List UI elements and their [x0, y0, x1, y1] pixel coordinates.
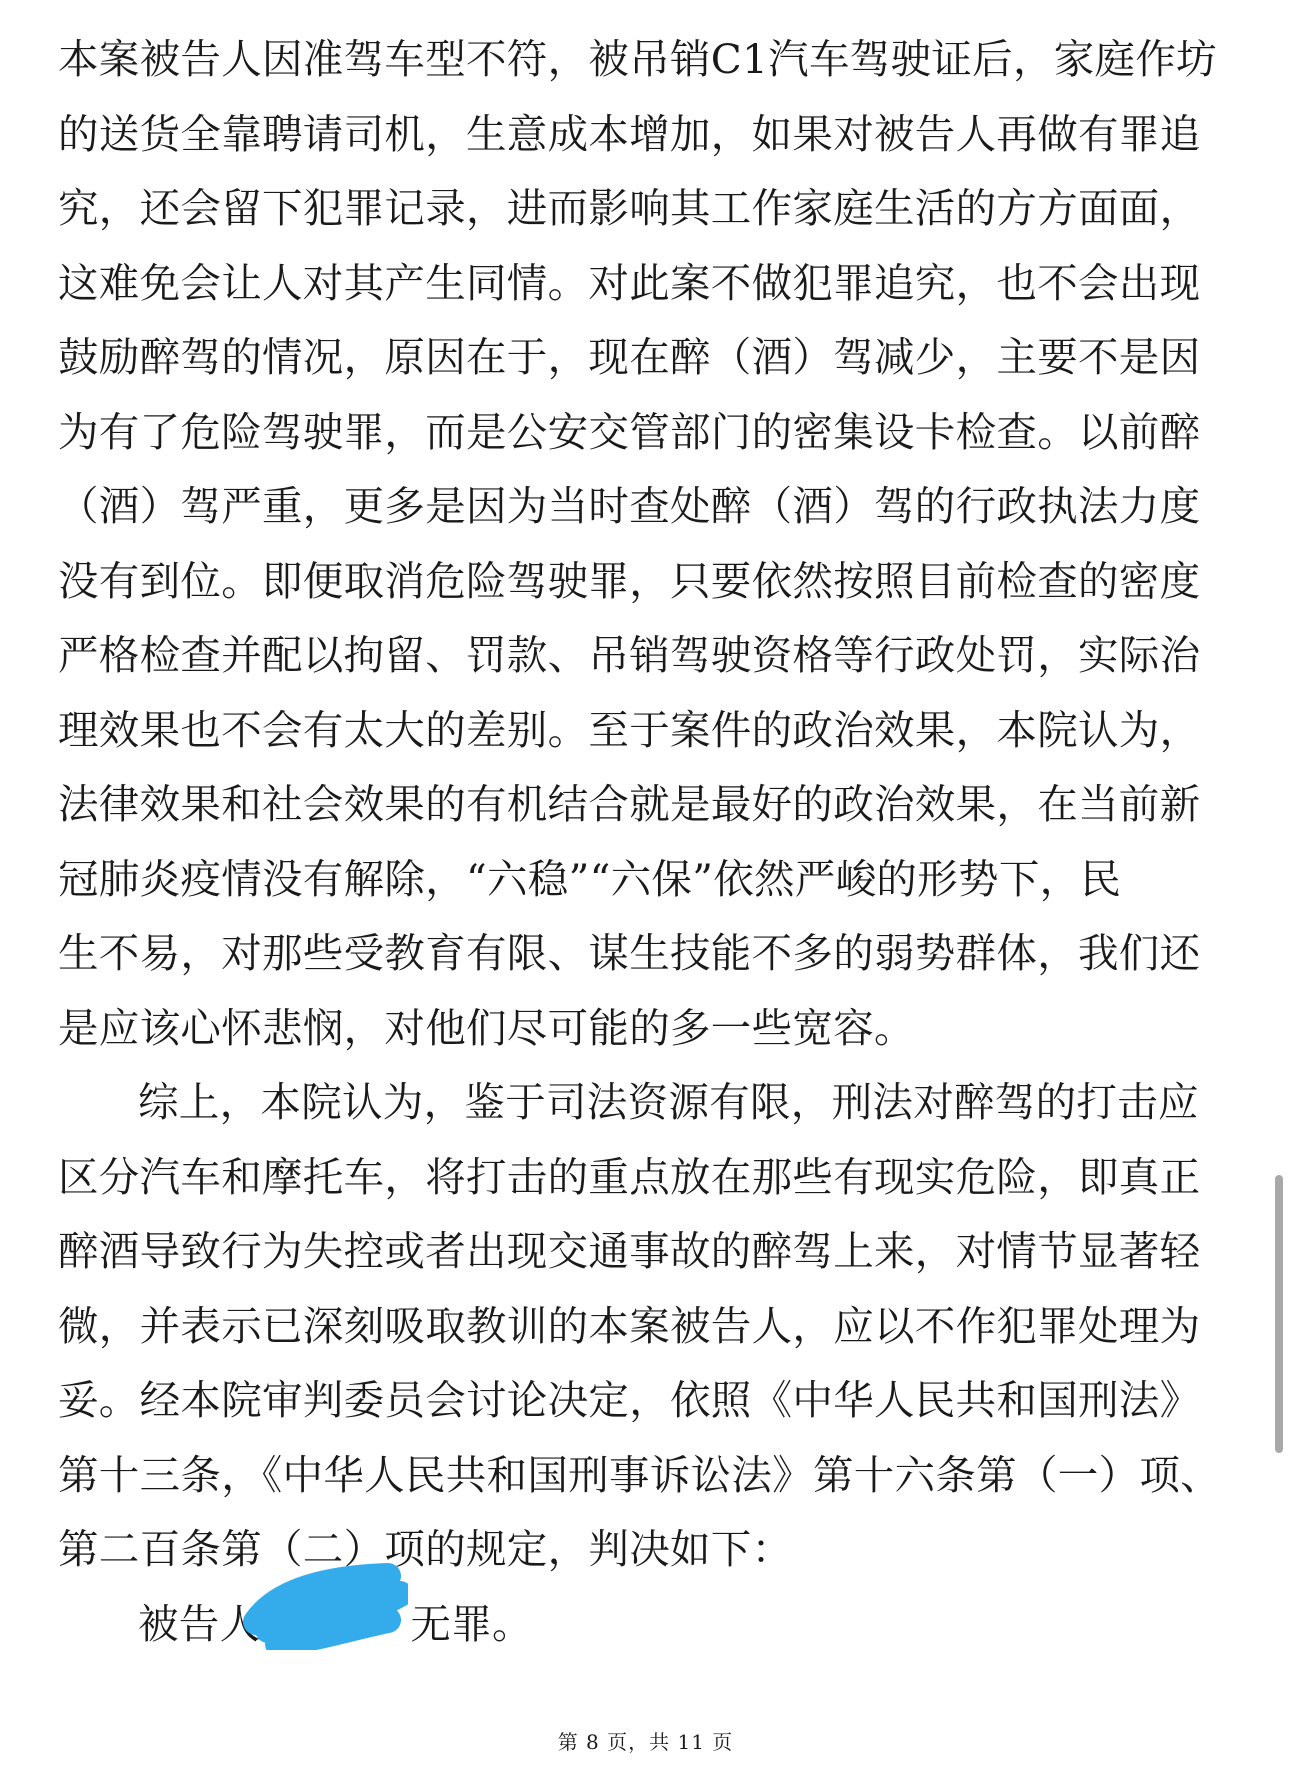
text-line: 是应该心怀悲悯，对他们尽可能的多一些宽容。: [58, 1003, 915, 1052]
text-line: 鼓励醉驾的情况，原因在于，现在醉（酒）驾减少，主要不是因: [58, 333, 1201, 381]
verdict-suffix: 无罪。: [410, 1599, 533, 1648]
text-line: 为有了危险驾驶罪，而是公安交管部门的密集设卡检查。以前醉: [58, 407, 1201, 456]
text-line: 综上，本院认为，鉴于司法资源有限，刑法对醉驾的打击应: [138, 1078, 1199, 1126]
scrollbar-thumb[interactable]: [1275, 1175, 1283, 1453]
text-line: 妥。经本院审判委员会讨论决定，依照《中华人民共和国刑法》: [58, 1376, 1201, 1424]
text-line: （酒）驾严重，更多是因为当时查处醉（酒）驾的行政执法力度: [58, 482, 1201, 530]
verdict-line: [58, 1587, 1190, 1662]
text-line: 冠肺炎疫情没有解除，“六稳”“六保”依然严峻的形势下，民: [58, 854, 1122, 903]
text-line: 生不易，对那些受教育有限、谋生技能不多的弱势群体，我们还: [58, 929, 1201, 977]
text-line: 第二百条第（二）项的规定，判决如下：: [58, 1525, 793, 1573]
text-line: 第十三条，《中华人民共和国刑事诉讼法》第十六条第（一）项、: [58, 1450, 1221, 1499]
document-body: [58, 22, 1221, 1661]
verdict-prefix: 被告人: [138, 1599, 261, 1648]
text-line: 微，并表示已深刻吸取教训的本案被告人，应以不作犯罪处理为: [58, 1301, 1201, 1350]
text-line: 醉酒导致行为失控或者出现交通事故的醉驾上来，对情节显著轻: [58, 1227, 1201, 1275]
text-line: 没有到位。即便取消危险驾驶罪，只要依然按照目前检查的密度: [58, 556, 1201, 605]
redaction-scribble: [238, 1560, 408, 1650]
page-footer: 第 8 页，共 11 页: [557, 1730, 734, 1754]
text-line: 这难免会让人对其产生同情。对此案不做犯罪追究，也不会出现: [58, 258, 1201, 307]
text-line: 本案被告人因准驾车型不符，被吊销C1汽车驾驶证后，家庭作坊: [58, 35, 1217, 83]
text-line: 理效果也不会有太大的差别。至于案件的政治效果，本院认为，: [58, 705, 1201, 754]
text-line: 的送货全靠聘请司机，生意成本增加，如果对被告人再做有罪追: [58, 109, 1201, 158]
text-line: 严格检查并配以拘留、罚款、吊销驾驶资格等行政处罚，实际治: [58, 631, 1201, 679]
text-line: 究，还会留下犯罪记录，进而影响其工作家庭生活的方方面面，: [58, 184, 1201, 232]
text-line: 法律效果和社会效果的有机结合就是最好的政治效果，在当前新: [58, 780, 1201, 828]
text-line: 区分汽车和摩托车，将打击的重点放在那些有现实危险，即真正: [58, 1152, 1201, 1201]
